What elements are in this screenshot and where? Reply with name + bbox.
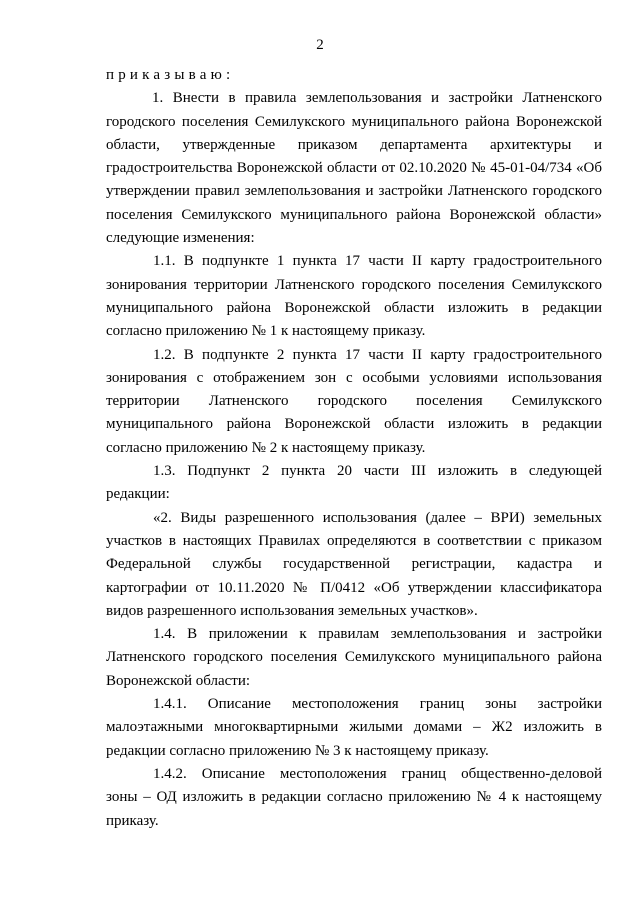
text-line: редакции согласно приложению № 3 к настоящему приказу. [106,742,489,759]
text-line: 1.1. В подпункте 1 пункта 17 части II карту градостроительного [153,253,602,270]
text-line: согласно приложению № 1 к настоящему приказу. [106,323,426,340]
text-line: приказываю: [106,67,235,83]
text-line: приказу. [106,812,159,829]
text-line: зонирования с отображением зон с особыми условиями использования [106,369,602,386]
document-body [106,64,602,833]
text-line: «2. Виды разрешенного использования (далее – ВРИ) земельных [153,509,602,526]
text-line: 1.4. В приложении к правилам землепользования и застройки [153,626,602,643]
text-line: 1. Внести в правила землепользования и застройки Латненского [152,90,602,107]
text-line: редакции: [106,486,170,503]
text-line: Латненского городского поселения Семилукского муниципального района [106,649,602,666]
text-line: картографии от 10.11.2020 № П/0412 «Об утверждении классификатора [106,579,602,596]
text-line: поселения Семилукского муниципального района Воронежской области» [106,206,602,223]
text-line: муниципального района Воронежской области изложить в редакции [106,416,602,433]
text-line: следующие изменения: [106,230,255,247]
page-number: 2 [316,37,324,53]
text-line: Федеральной службы государственной регистрации, кадастра и [106,556,602,573]
text-line: зонирования территории Латненского городского поселения Семилукского [106,276,602,293]
text-line: утверждении правил землепользования и застройки Латненского городского [106,183,602,200]
text-line: 1.2. В подпункте 2 пункта 17 части II карту градостроительного [153,346,602,363]
text-line: 1.4.2. Описание местоположения границ общественно-деловой [153,765,602,782]
text-line: городского поселения Семилукского муниципального района Воронежской [106,113,602,130]
text-line: согласно приложению № 2 к настоящему приказу. [106,439,426,456]
text-line: области, утвержденные приказом департамента архитектуры и [106,136,602,153]
text-line: территории Латненского городского поселения Семилукского [106,393,602,410]
text-line: малоэтажными многоквартирными жилыми домами – Ж2 изложить в [106,719,602,736]
text-line: участков в настоящих Правилах определяются в соответствии с приказом [106,532,602,549]
text-line: 1.3. Подпункт 2 пункта 20 части III изложить в следующей [153,463,602,480]
text-line: 1.4.1. Описание местоположения границ зоны застройки [153,696,602,713]
text-line: муниципального района Воронежской области изложить в редакции [106,299,602,316]
text-line: зоны – ОД изложить в редакции согласно приложению № 4 к настоящему [106,789,602,806]
text-line: градостроительства Воронежской области от 02.10.2020 № 45-01-04/734 «Об [106,160,602,177]
text-line: видов разрешенного использования земельных участков». [106,602,478,619]
text-line: Воронежской области: [106,672,251,689]
